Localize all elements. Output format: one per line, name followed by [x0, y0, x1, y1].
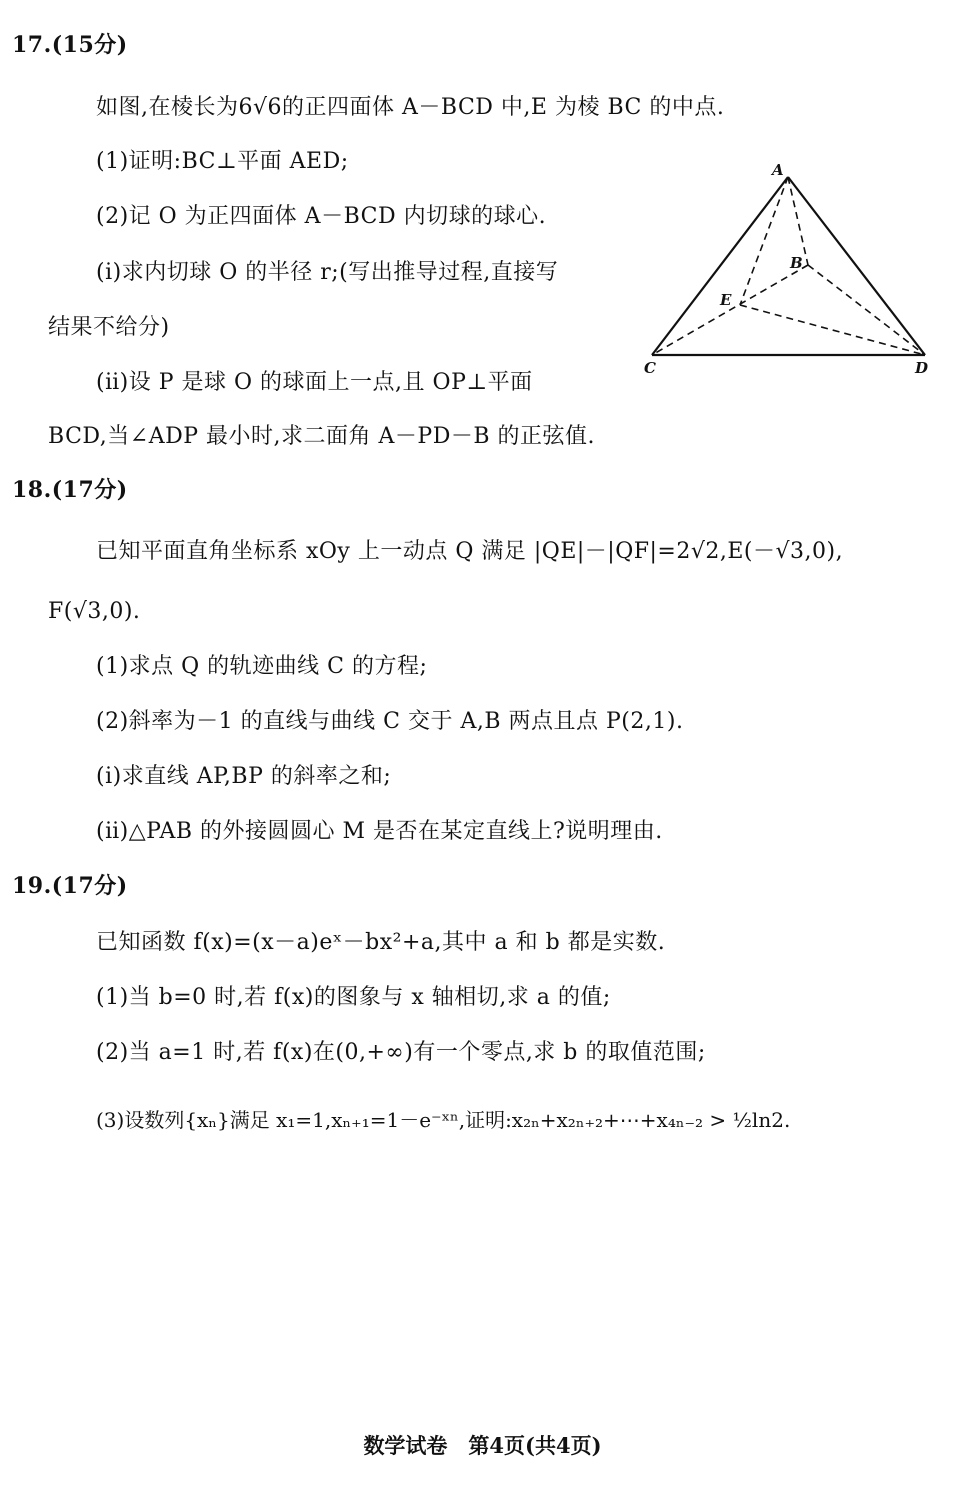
- problem-17-part2-ii-line1: (ⅱ)设 P 是球 O 的球面上一点,且 OP⊥平面: [96, 370, 533, 395]
- problem-17-intro: 如图,在棱长为6√6的正四面体 A－BCD 中,E 为棱 BC 的中点.: [96, 95, 725, 120]
- page-footer: 数学试卷 第4页(共4页): [363, 1433, 602, 1458]
- problem-19-intro: 已知函数 f(x)=(x－a)eˣ－bx²+a,其中 a 和 b 都是实数.: [96, 930, 666, 955]
- problem-18-intro-line2: F(√3,0).: [48, 599, 141, 624]
- problem-19-part1: (1)当 b=0 时,若 f(x)的图象与 x 轴相切,求 a 的值;: [96, 985, 611, 1010]
- problem-18-heading: 18.(17分): [12, 477, 128, 503]
- problem-17-heading: 17.(15分): [12, 32, 128, 58]
- label-D: D: [915, 359, 929, 377]
- label-A: A: [772, 161, 784, 179]
- label-C: C: [644, 359, 656, 377]
- tetrahedron-figure: [640, 155, 940, 385]
- label-B: B: [790, 254, 803, 272]
- problem-17-part2-i-line1: (i)求内切球 O 的半径 r;(写出推导过程,直接写: [96, 260, 559, 285]
- problem-18-part2: (2)斜率为－1 的直线与曲线 C 交于 A,B 两点且点 P(2,1).: [96, 709, 684, 734]
- problem-19-part3: (3)设数列{xₙ}满足 x₁=1,xₙ₊₁=1－e⁻ˣⁿ,证明:x₂ₙ+x₂ₙ₊₂+⋯+x₄ₙ₋₂ > ½ln2.: [96, 1108, 791, 1132]
- label-E: E: [720, 291, 732, 309]
- segment-AE: [740, 177, 788, 305]
- problem-18-part2-ii: (ⅱ)△PAB 的外接圆圆心 M 是否在某定直线上?说明理由.: [96, 819, 663, 844]
- segment-ED: [740, 305, 925, 355]
- edge-BC: [652, 265, 808, 355]
- problem-18-intro-line1: 已知平面直角坐标系 xOy 上一动点 Q 满足 |QE|－|QF|=2√2,E(－√3,0),: [96, 539, 844, 564]
- problem-18-part1: (1)求点 Q 的轨迹曲线 C 的方程;: [96, 654, 428, 679]
- problem-17-part2-i-line2: 结果不给分): [48, 315, 170, 340]
- problem-18-part2-i: (i)求直线 AP,BP 的斜率之和;: [96, 764, 392, 789]
- edge-AC: [652, 177, 788, 355]
- problem-19-part2: (2)当 a=1 时,若 f(x)在(0,+∞)有一个零点,求 b 的取值范围;: [96, 1040, 706, 1065]
- problem-17-part2: (2)记 O 为正四面体 A－BCD 内切球的球心.: [96, 204, 547, 229]
- problem-17-part2-ii-line2: BCD,当∠ADP 最小时,求二面角 A－PD－B 的正弦值.: [48, 424, 595, 449]
- problem-17-part1: (1)证明:BC⊥平面 AED;: [96, 149, 349, 174]
- problem-19-heading: 19.(17分): [12, 873, 128, 899]
